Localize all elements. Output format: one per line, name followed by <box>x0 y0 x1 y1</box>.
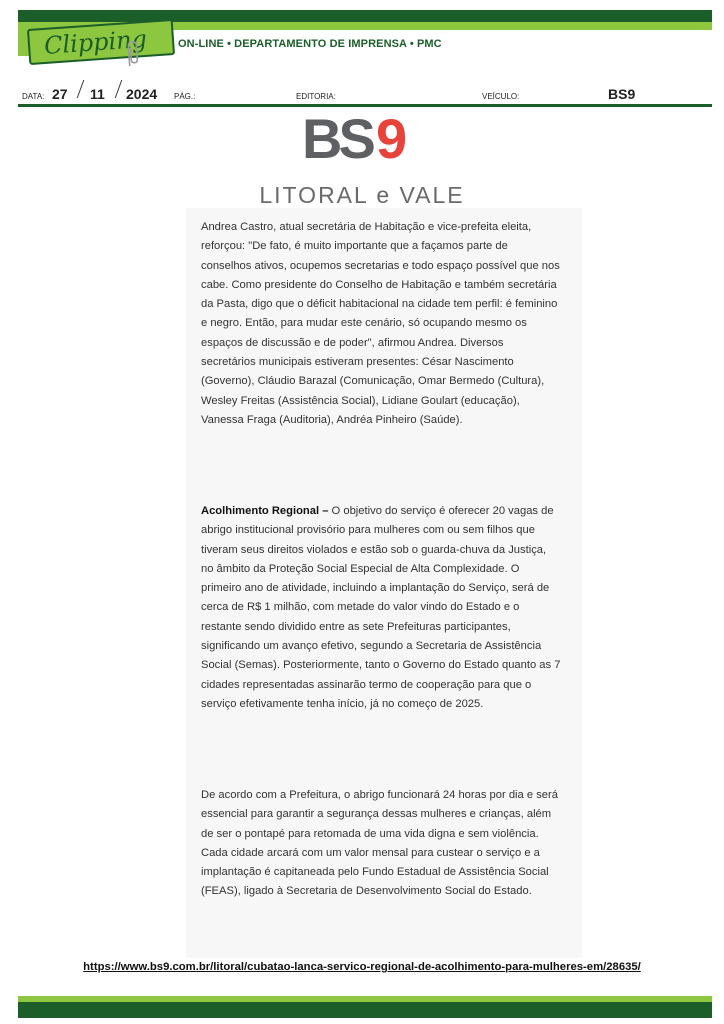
section-label: EDITORIA: <box>296 92 336 101</box>
date-separator <box>115 80 123 98</box>
paperclip-icon <box>120 39 146 69</box>
svg-text:9: 9 <box>376 110 408 164</box>
source-url-link[interactable]: https://www.bs9.com.br/litoral/cubatao-lanca-servico-regional-de-acolhimento-para-mulheres-em/28635/ <box>83 961 641 973</box>
article-paragraph-1: Andrea Castro, atual secretária de Habitação e vice-prefeita eleita, reforçou: "De fato, é muito importante que a façamos parte de conselhos ativos, ocupemos secretarias e todo espaço possível que nos cabe. Como presidente do Conselho de Habitação e também secretária da Pasta, digo que o déficit habitacional na cidade tem perfil: é feminino e negro. Então, para mudar este cenário, só ocupando mesmo os espaços de discussão e de poder", afirmou Andrea. Diversos secretários municipais estiveram presentes: César Nascimento (Governo), Cláudio Barazal (Comunicação, Omar Bermedo (Cultura), Wesley Freitas (Assistência Social), Lidiane Goulart (educação), Vanessa Fraga (Auditoria), Andréa Pinheiro (Saúde). <box>201 221 560 426</box>
bs9-logo-mark <box>300 110 424 164</box>
date-year: 2024 <box>126 86 158 102</box>
clipping-meta-row <box>22 86 712 104</box>
header-subtitle: ON-LINE • DEPARTAMENTO DE IMPRENSA • PMC <box>178 38 442 50</box>
footer-dark-band <box>18 1002 712 1018</box>
bs9-logo <box>300 110 424 164</box>
header-top-band <box>18 10 712 22</box>
date-day: 27 <box>52 86 68 102</box>
date-label: DATA: <box>22 92 45 101</box>
date-month: 11 <box>90 86 105 102</box>
meta-divider <box>18 104 712 107</box>
svg-text:BS: BS <box>302 110 372 164</box>
logo-tagline: LITORAL e VALE <box>259 182 465 208</box>
date-separator <box>77 80 85 98</box>
page-label: PÁG.: <box>174 92 196 101</box>
article-paragraph-2-body: O objetivo do serviço é oferecer 20 vagas de abrigo institucional provisório para mulheres com ou sem filhos que tiveram seus direitos violados e estão sob o guarda-chuva da Justiça, no âmbito da Proteção Social Especial de Alta Complexidade. O primeiro ano de atividade, incluindo a implantação do Serviço, será de cerca de R$ 1 milhão, com metade do valor vindo do Estado e o restante sendo dividido entre as sete Prefeituras participantes, significando um avanço efetivo, segundo a Secretaria de Assistência Social (Semas). Posteriormente, tanto o Governo do Estado quanto as 7 cidades representadas assinarão termo de cooperação para que o serviço efetivamente tenha início, já no começo de 2025. <box>201 505 561 710</box>
vehicle-label: VEÍCULO: <box>482 92 520 101</box>
article-paragraph-2 <box>201 502 561 714</box>
article-paragraph-3: De acordo com a Prefeitura, o abrigo funcionará 24 horas por dia e será essencial para garantir a segurança dessas mulheres e crianças, além de ser o pontapé para retomada de uma vida digna e sem violência. Cada cidade arcará com um valor mensal para custear o serviço e a implantação é capitaneada pelo Fundo Estadual de Assistência Social (FEAS), ligado à Secretaria de Desenvolvimento Social do Estado. <box>201 789 558 898</box>
vehicle-value: BS9 <box>608 86 636 102</box>
clipping-label: Clipping <box>43 24 148 60</box>
article-subheading: Acolhimento Regional – <box>201 505 329 517</box>
